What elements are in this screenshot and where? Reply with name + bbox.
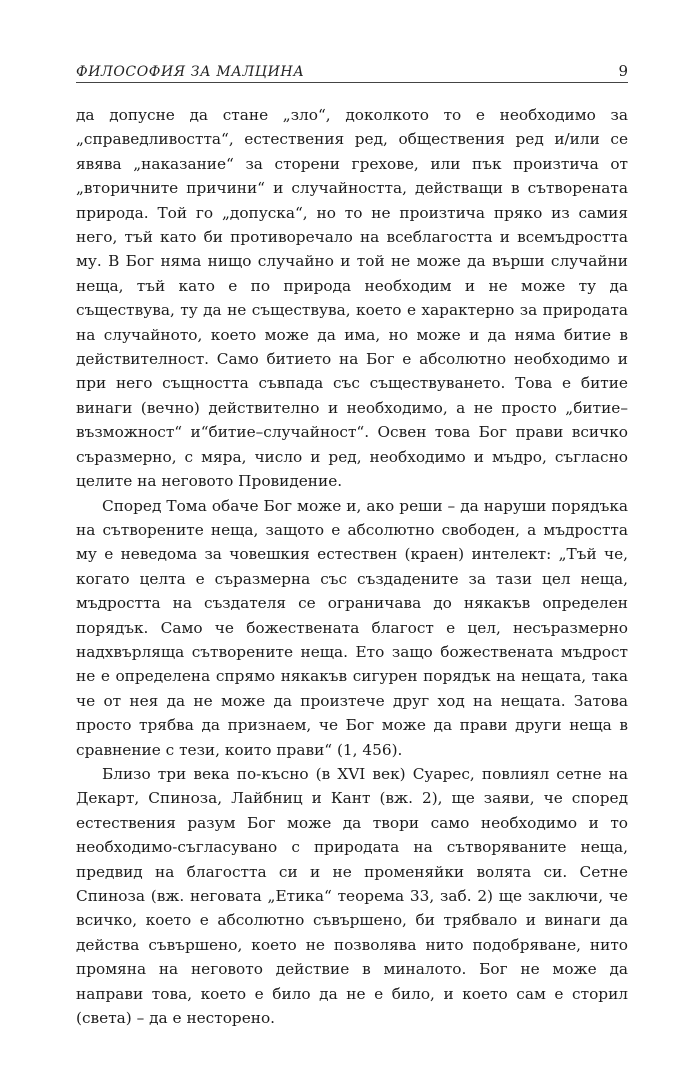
body-text xyxy=(76,103,628,1030)
running-header xyxy=(76,56,628,83)
page-number: 9 xyxy=(618,62,628,80)
paragraph-suarez: Близо три века по-късно (в XVI век) Суарес, повлиял сетне на Декарт, Спиноза, Лайбниц и Кант (вж. 2), ще заяви, че според естествения разум Бог може да твори само необходимо и то необходимо-съгласувано с природата на сътворяваните неща, предвид на благостта си и не променяйки волята си. Сетне Спиноза (вж. неговата „Етика“ теорема 33, заб. 2) ще заключи, че всичко, което е абсолютно съвършено, би трябвало и винаги да действа съвършено, което не позволява нито подобряване, нито промяна на неговото действие в миналото. Бог не може да направи това, което е било да не е било, и което сам е сторил (света) – да е несторено. xyxy=(76,764,628,1028)
book-page xyxy=(76,56,628,1030)
running-title: ФИЛОСОФИЯ ЗА МАЛЦИНА xyxy=(76,64,305,80)
paragraph-continued: да допусне да стане „зло“, доколкото то е необходимо за „справедливостта“, естествения ред, обществения ред и/или се явява „наказание“ за сторени грехове, или пък произтича от „вторичните причини“ и случайността, действащи в сътворената природа. Той го „допуска“, но то не произтича пряко из самия него, тъй като би противоречало на всеблагостта и всемъдростта му. В Бог няма нищо случайно и той не може да върши случайни неща, тъй като е по природа необходим и не може ту да съществува, ту да не съществува, което е характерно за природата на случайното, което може да има, но може и да няма битие в действителност. Само битието на Бог е абсолютно необходимо и при него същността съвпада със съществуването. Това е битие винаги (вечно) действително и необходимо, а не просто „битие–възможност“ и“битие–случайност“. Освен това Бог прави всичко съразмерно, с мяра, число и ред, необходимо и мъдро, съгласно целите на неговото Провидение. xyxy=(76,106,628,491)
paragraph-thomas: Според Тома обаче Бог може и, ако реши – да наруши порядъка на сътворените неща, защото е абсолютно свободен, а мъдростта му е неведома за човешкия естествен (краен) интелект: „Тъй че, когато целта е съразмерна със създадените за тази цел неща, мъдростта на създателя се ограничава до някакъв определен порядък. Само че божествената благост е цел, несъразмерно надхвърляща сътворените неща. Ето защо божествената мъдрост не е определена спрямо някакъв сигурен порядък на нещата, така че от нея да не може да произтече друг ход на нещата. Затова просто трябва да признаем, че Бог може да прави други неща в сравнение с тези, които прави“ (1, 456). xyxy=(76,496,628,759)
